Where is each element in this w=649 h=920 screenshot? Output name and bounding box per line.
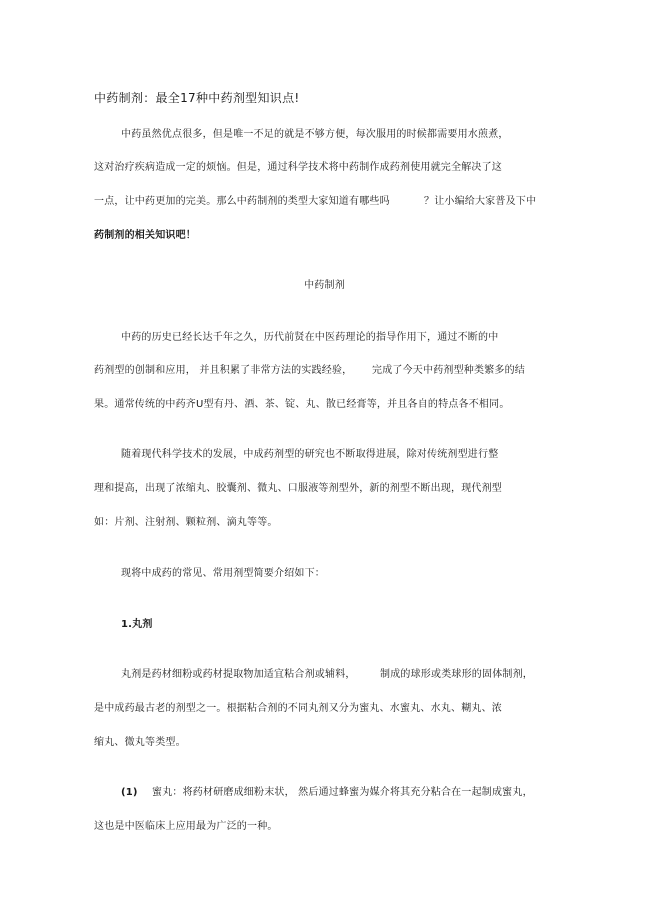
item1-heading: 1.丸剂 [121, 619, 153, 630]
item1-line-1a: 丸剂是药材细粉或药材提取物加适宜粘合剂或辅料， [121, 669, 356, 680]
intro-line-4: 药制剂的相关知识吧！ [94, 230, 196, 241]
para1-line-3: 果。通常传统的中药齐U型有丹、酒、茶、锭、丸、散已经膏等，并且各自的特点各不相同。 [94, 399, 510, 410]
item1-line-1b: 制成的球形或类球形的固体制剂， [380, 669, 533, 680]
para1-line-2a: 药剂型的创制和应用， 并且积累了非常方法的实践经验， [94, 365, 353, 376]
intro-line-3b: ？让小编给大家普及下中 [424, 196, 537, 207]
para2-line-2: 理和提高，出现了浓缩丸、胶囊剂、微丸、口服液等剂型外，新的剂型不断出现，现代剂型 [94, 483, 502, 494]
intro-line-1: 中药虽然优点很多，但是唯一不足的就是不够方便，每次服用的时候都需要用水煎煮， [121, 129, 509, 140]
sub1-line-1: 蜜丸：将药材研磨成细粉末状， 然后通过蜂蜜为媒介将其充分粘合在一起制成蜜丸， [152, 787, 533, 798]
item1-line-3: 缩丸、微丸等类型。 [94, 737, 186, 748]
sub1-line-2: 这也是中医临床上应用最为广泛的一种。 [94, 821, 278, 832]
intro-line-2: 这对治疗疾病造成一定的烦恼。但是，通过科学技术将中药制作成药剂使用就完全解决了这 [94, 162, 502, 173]
para2-line-1: 随着现代科学技术的发展，中成药剂型的研究也不断取得进展，除对传统剂型进行整 [121, 449, 499, 460]
item1-line-2: 是中成药最古老的剂型之一。根据粘合剂的不同丸剂又分为蜜丸、水蜜丸、水丸、糊丸、浓 [94, 703, 502, 714]
para2-line-3: 如：片剂、注射剂、颗粒剂、滴丸等等。 [94, 517, 278, 528]
para3: 现将中成药的常见、常用剂型简要介绍如下： [121, 568, 325, 579]
para1-line-1: 中药的历史已经长达千年之久，历代前贤在中医药理论的指导作用下，通过不断的中 [121, 332, 499, 343]
para1-line-2b: 完成了今天中药剂型种类繁多的结 [372, 365, 525, 376]
sub1-label: (1) [121, 787, 138, 798]
document-title: 中药制剂：最全17种中药剂型知识点! [94, 91, 300, 105]
intro-line-3a: 一点，让中药更加的完美。那么中药制剂的类型大家知道有哪些吗 [94, 196, 390, 207]
section-heading: 中药制剂 [304, 280, 345, 291]
